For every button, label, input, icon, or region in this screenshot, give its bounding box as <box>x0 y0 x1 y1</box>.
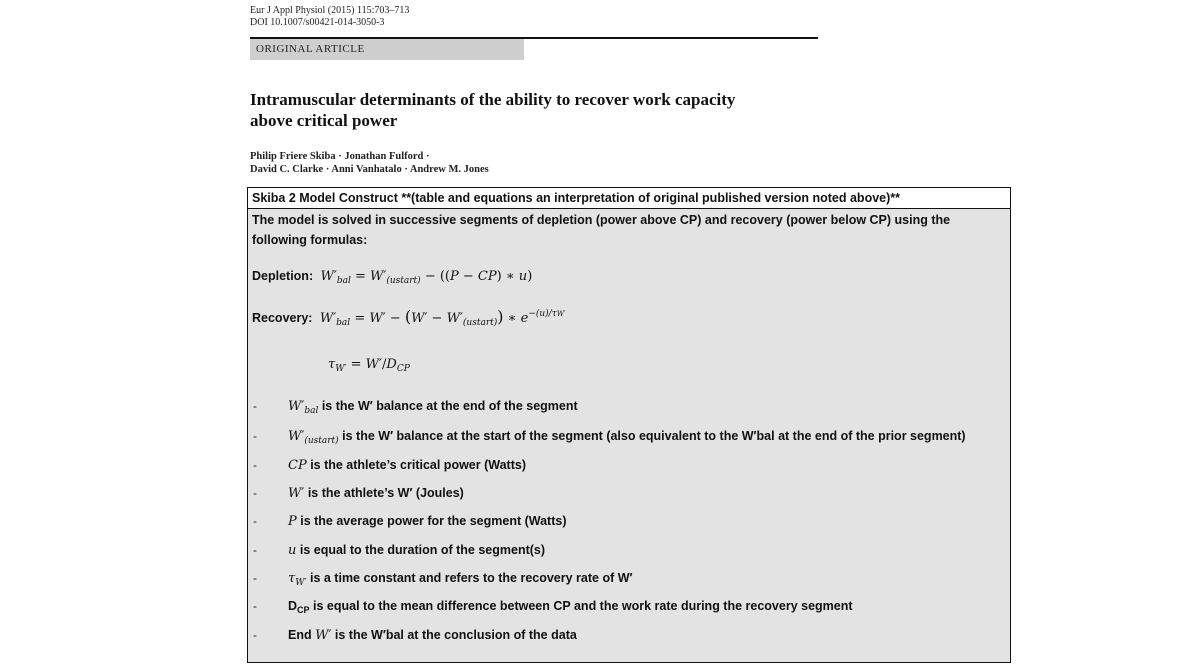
article-type-banner: ORIGINAL ARTICLE <box>250 39 524 60</box>
definition-symbol: u <box>288 543 297 558</box>
bullet-dash: - <box>253 458 257 472</box>
recovery-equation <box>252 307 565 328</box>
bullet-dash: - <box>253 486 257 500</box>
definition-text: is the W′bal at the conclusion of the data <box>334 628 577 642</box>
journal-reference <box>250 5 409 29</box>
definition-text: is the W′ balance at the start of the segment (also equivalent to the W′bal at the end of the prior segment) <box>342 429 966 443</box>
definition-symbol: $D_{CP}$ <box>288 599 310 615</box>
recovery-label: Recovery: <box>252 311 313 325</box>
bullet-dash: - <box>253 399 257 413</box>
recovery-formula: $W'_{bal} = W' - (W' - W'_{(ustart)})$ ∗ $e^{-(u)/\tau W'}$ <box>315 307 566 328</box>
definition-text: is a time constant and refers to the recovery rate of W′ <box>309 571 633 585</box>
definition-text: is equal to the duration of the segment(s) <box>299 543 546 557</box>
journal-citation: Eur J Appl Physiol (2015) 115:703–713 <box>250 5 410 16</box>
journal-doi: DOI 10.1007/s00421-014-3050-3 <box>250 17 385 28</box>
tau-formula: $\tau_{W'} = W'/D_{CP}$ <box>328 357 410 374</box>
definition-text: is the athlete’s critical power (Watts) <box>310 458 526 472</box>
definition-symbol: $W'_{(ustart)}$ <box>288 429 339 446</box>
definition-symbol: $\tau_{W'}$ <box>288 571 307 588</box>
definition-text: is the average power for the segment (Watts) <box>300 514 567 528</box>
tau-equation <box>328 356 410 374</box>
bullet-dash: - <box>253 599 257 613</box>
definition-text: is equal to the mean difference between CP and the work rate during the recovery segment <box>313 599 853 613</box>
authors-line-1: Philip Friere Skiba · Jonathan Fulford · <box>250 151 430 162</box>
bullet-dash: - <box>253 514 257 528</box>
definition-symbol: CP <box>288 458 307 473</box>
bullet-dash: - <box>253 628 257 642</box>
paper-title: Intramuscular determinants of the ability to recover work capacity above critical power <box>250 90 736 130</box>
depletion-label: Depletion: <box>252 269 314 283</box>
model-box-header: Skiba 2 Model Construct **(table and equations an interpretation of original published version noted above)** <box>248 188 1010 209</box>
author-list <box>250 150 489 176</box>
definition-symbol: W′ <box>288 486 305 501</box>
definition-text: is the W′ balance at the end of the segment <box>321 399 578 413</box>
depletion-equation <box>252 268 532 286</box>
bullet-dash: - <box>253 571 257 585</box>
bullet-dash: - <box>253 543 257 557</box>
definition-prefix: End <box>288 628 312 642</box>
definition-symbol: W′ <box>315 628 332 643</box>
definition-symbol: $W'_{bal}$ <box>288 399 319 416</box>
bullet-dash: - <box>253 429 257 443</box>
model-intro-text: The model is solved in successive segments of depletion (power above CP) and recovery (power below CP) using the following formulas: <box>252 213 951 247</box>
definition-text: is the athlete’s W′ (Joules) <box>307 486 464 500</box>
authors-line-2: David C. Clarke · Anni Vanhatalo · Andrew M. Jones <box>250 164 489 175</box>
definition-symbol: P <box>288 514 297 529</box>
depletion-formula: $W'_{bal} = W'_{(ustart)} - ((P - CP)$ ∗ u) <box>316 269 533 286</box>
model-construct-box <box>247 187 1011 663</box>
